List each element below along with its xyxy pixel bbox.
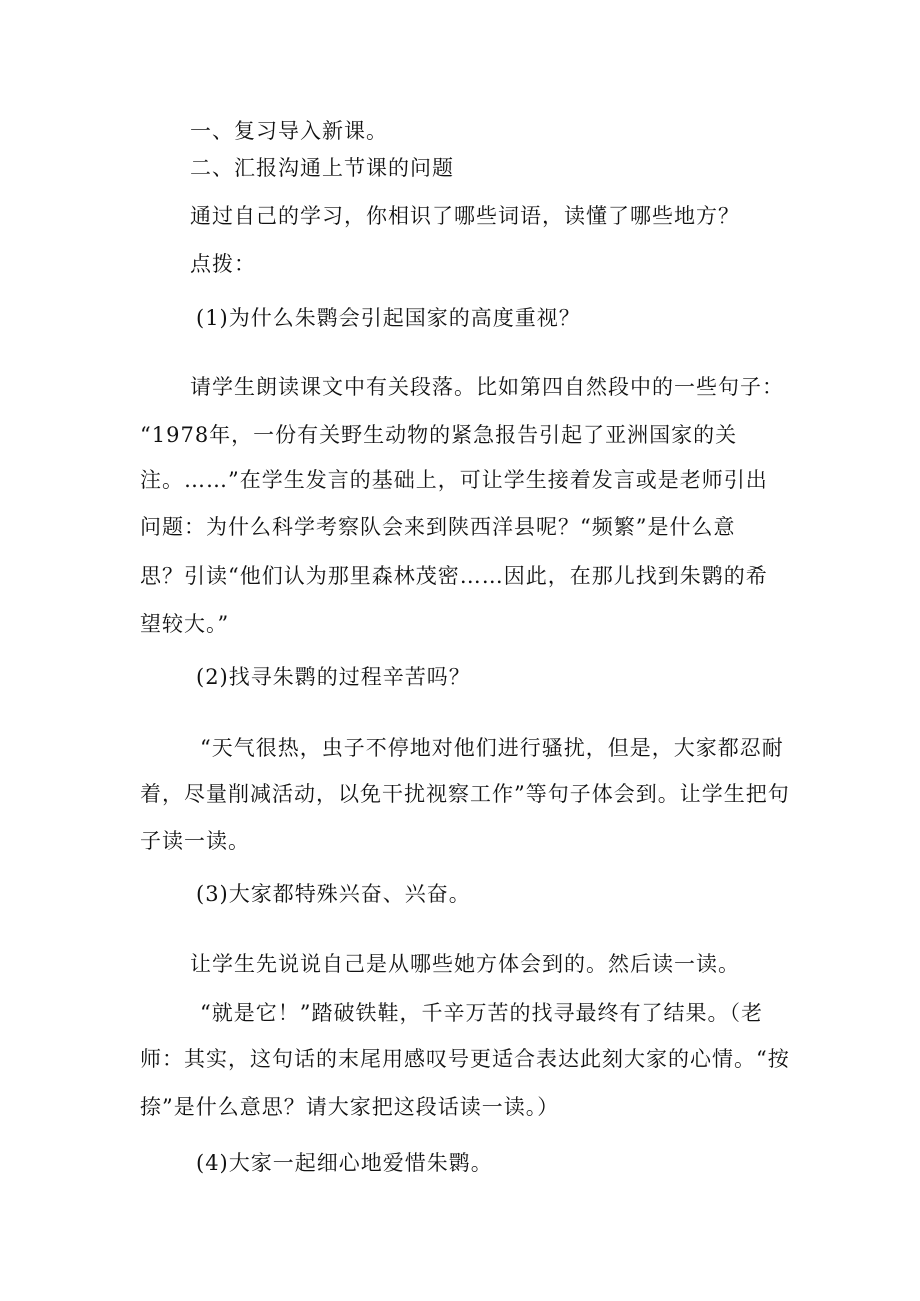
paragraph-line: 捺”是什么意思？请大家把这段话读一读。） (140, 1095, 560, 1119)
question-heading: (2)找寻朱鹮的过程辛苦吗？ (196, 665, 471, 689)
paragraph-line: 问题：为什么科学考察队会来到陕西洋县呢？“频繁”是什么意 (140, 515, 736, 539)
paragraph-line: 点拨： (190, 252, 256, 276)
paragraph-line: “天气很热，虫子不停地对他们进行骚扰，但是，大家都忍耐 (200, 736, 784, 760)
paragraph-line: 请学生朗读课文中有关段落。比如第四自然段中的一些句子： (190, 375, 784, 399)
paragraph-line: 思？引读“他们认为那里森林茂密……因此，在那儿找到朱鹮的希 (140, 564, 768, 588)
question-heading: (1)为什么朱鹮会引起国家的高度重视？ (196, 306, 581, 330)
paragraph-line: 师：其实，这句话的末尾用感叹号更适合表达此刻大家的心情。“按 (140, 1047, 790, 1071)
paragraph-line: “就是它！”踏破铁鞋，千辛万苦的找寻最终有了结果。（老 (200, 1001, 763, 1025)
paragraph-line: 通过自己的学习，你相识了哪些词语，读懂了哪些地方？ (190, 204, 740, 228)
paragraph-line: 子读一读。 (140, 829, 250, 853)
question-heading: (4)大家一起细心地爱惜朱鹮。 (196, 1151, 493, 1175)
paragraph-line: 着，尽量削减活动，以免干扰视察工作”等句子体会到。让学生把句 (140, 782, 790, 806)
section-heading: 一、复习导入新课。 (190, 119, 388, 143)
paragraph-line: 让学生先说说自己是从哪些她方体会到的。然后读一读。 (190, 952, 740, 976)
paragraph-line: 望较大。” (140, 612, 230, 636)
section-heading: 二、汇报沟通上节课的问题 (190, 156, 454, 180)
paragraph-line: “1978年，一份有关野生动物的紧急报告引起了亚洲国家的关 (140, 423, 738, 447)
paragraph-line: 注。……”在学生发言的基础上，可让学生接着发言或是老师引出 (140, 468, 768, 492)
question-heading: (3)大家都特殊兴奋、兴奋。 (196, 882, 471, 906)
